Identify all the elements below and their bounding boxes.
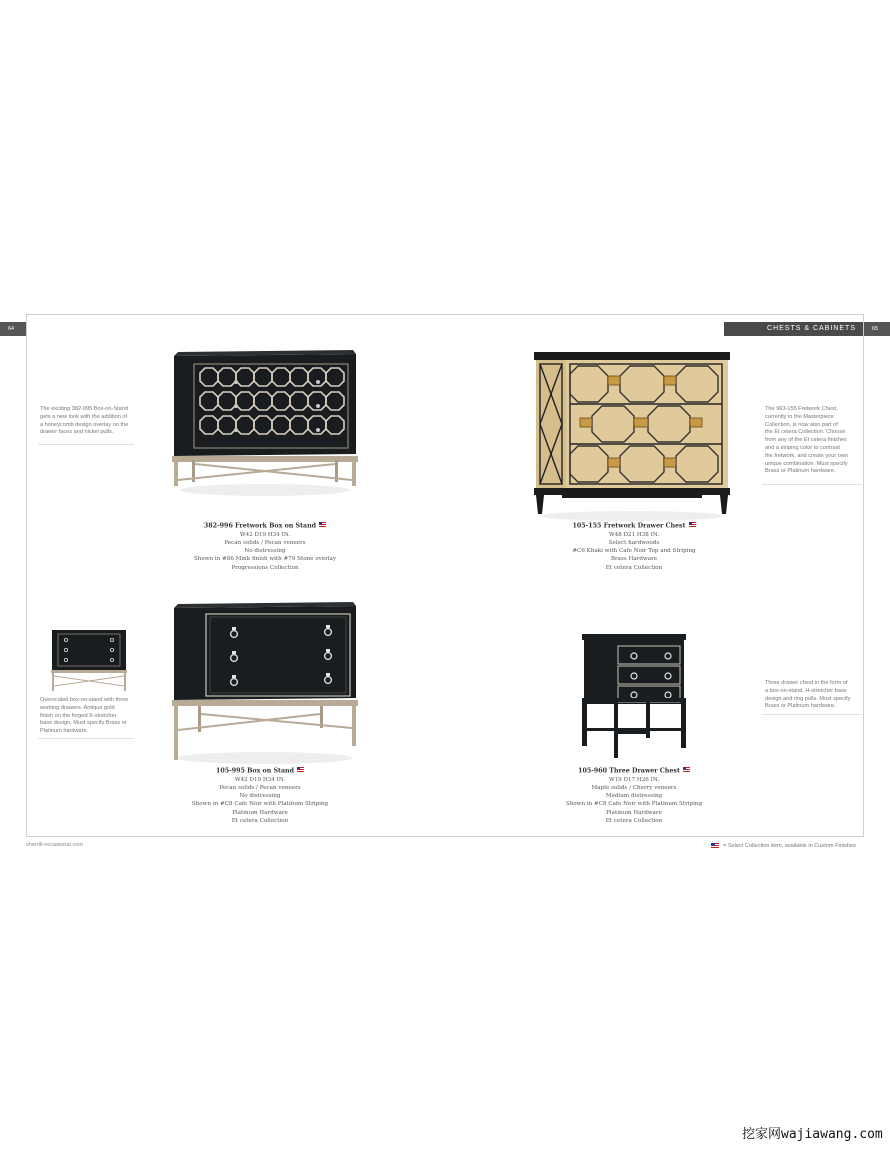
fretwork-box-on-stand-image [170, 350, 360, 490]
product-finish: Shown in #86 Mink finish with #79 Stone overlay [193, 556, 337, 563]
product-title: 105-995 Box on Stand [215, 767, 295, 775]
product-finish: Shown in #C8 Cafe Noir with Platinum Striping [565, 801, 703, 808]
page-number-right: 65 [864, 322, 890, 336]
note-rule [762, 714, 862, 715]
product-collection: Progressions Collection [231, 564, 299, 571]
note-line: Three drawer chest in the form of [765, 680, 848, 686]
collection-legend [711, 843, 856, 849]
product-title: 105-155 Fretwork Drawer Chest [572, 522, 686, 530]
note-line: The 963-155 Fretwork Chest, [765, 406, 838, 412]
caption-382-996 [165, 522, 365, 572]
note-line: and a striping color to contrast [765, 444, 840, 451]
note-line: drawer faces and nickel pulls. [40, 429, 114, 436]
box-on-stand-image [170, 602, 360, 762]
note-line: finish on the forged X-stretcher [40, 712, 117, 719]
product-hardware: Brass Hardware [610, 556, 658, 563]
product-dimensions: W48 D21 H38 IN. [608, 531, 660, 538]
section-title: CHESTS & CABINETS [724, 322, 864, 336]
caption-105-960 [534, 767, 734, 825]
product-dimensions: W19 D17 H26 IN. [608, 776, 660, 783]
us-flag-icon [711, 843, 719, 848]
site-watermark: 挖家网wajiawang.com [742, 1127, 883, 1142]
page-number-left: 64 [0, 322, 26, 336]
product-distressing: Medium distressing [605, 793, 663, 800]
note-fretwork-chest [765, 406, 865, 476]
note-three-drawer [765, 680, 865, 711]
product-finish: Shown in #C8 Cafe Noir with Platinum Striping [191, 801, 329, 808]
product-distressing: No distressing [239, 793, 281, 800]
note-box-on-stand [40, 697, 140, 736]
note-rule [762, 484, 862, 485]
product-material: Pecan solids / Pecan veneers [224, 539, 306, 546]
note-line: design and ring pulls. Must specify [765, 695, 851, 702]
note-line: gets a new look with the addition of [40, 413, 128, 420]
three-drawer-chest-image [580, 632, 690, 762]
caption-105-995 [160, 767, 360, 825]
legend-text: = Select Collection item, available in Custom Finishes [723, 843, 856, 849]
product-material: Pecan solids / Pecan veneers [219, 784, 301, 791]
box-on-stand-thumbnail-image [50, 628, 128, 692]
product-collection: Et cetera Collection [605, 817, 663, 824]
note-line: working drawers. Antique gold [40, 704, 115, 711]
note-rule [38, 444, 134, 445]
product-title: 382-996 Fretwork Box on Stand [203, 522, 317, 530]
us-flag-icon [689, 522, 696, 527]
caption-105-155 [534, 522, 734, 572]
note-line: a honeycomb design overlay on the [40, 421, 129, 428]
product-hardware: Platinum Hardware [606, 809, 662, 816]
product-dimensions: W42 D19 H34 IN. [239, 531, 291, 538]
note-line: Collection, is now also part of [765, 421, 838, 428]
product-finish: #C6 Khaki with Cafe Noir Top and Striping [572, 548, 696, 555]
note-rule [38, 738, 134, 739]
note-line: Brass or Platinum hardware. [765, 468, 836, 475]
product-title: 105-960 Three Drawer Chest [578, 767, 680, 775]
us-flag-icon [319, 522, 326, 527]
fretwork-drawer-chest-image [532, 350, 732, 518]
us-flag-icon [297, 767, 304, 772]
product-distressing: No distressing [244, 548, 286, 555]
note-line: Platinum hardware. [40, 728, 89, 735]
product-material: Select hardwoods [608, 539, 660, 546]
note-fretwork-box [40, 406, 140, 437]
product-collection: Et cetera Collection [605, 564, 663, 571]
product-hardware: Platinum Hardware [232, 809, 288, 816]
note-line: base design. Must specify Brass or [40, 720, 127, 727]
us-flag-icon [683, 767, 690, 772]
note-line: from any of the Et cetera finishes [765, 437, 847, 444]
catalog-spread [26, 314, 864, 837]
note-line: The exciting 382-995 Box-on-Stand [40, 406, 129, 412]
note-line: Overscaled box-on-stand with three [40, 697, 129, 703]
note-line: Brass or Platinum hardware. [765, 703, 836, 710]
website-link[interactable]: sherrill-occasional.com [26, 842, 83, 848]
note-line: the Et cetera Collection. Choose [765, 429, 846, 436]
product-collection: Et cetera Collection [231, 817, 289, 824]
note-line: currently in the Masterpiece [765, 413, 834, 420]
note-line: the fretwork, and create your own [765, 452, 849, 459]
note-line: a box-on-stand, H-stretcher base [765, 687, 847, 694]
product-material: Maple solids / Cherry veneers [591, 784, 677, 791]
product-dimensions: W42 D19 H34 IN. [234, 776, 286, 783]
note-line: unique combination. Must specify [765, 460, 848, 467]
